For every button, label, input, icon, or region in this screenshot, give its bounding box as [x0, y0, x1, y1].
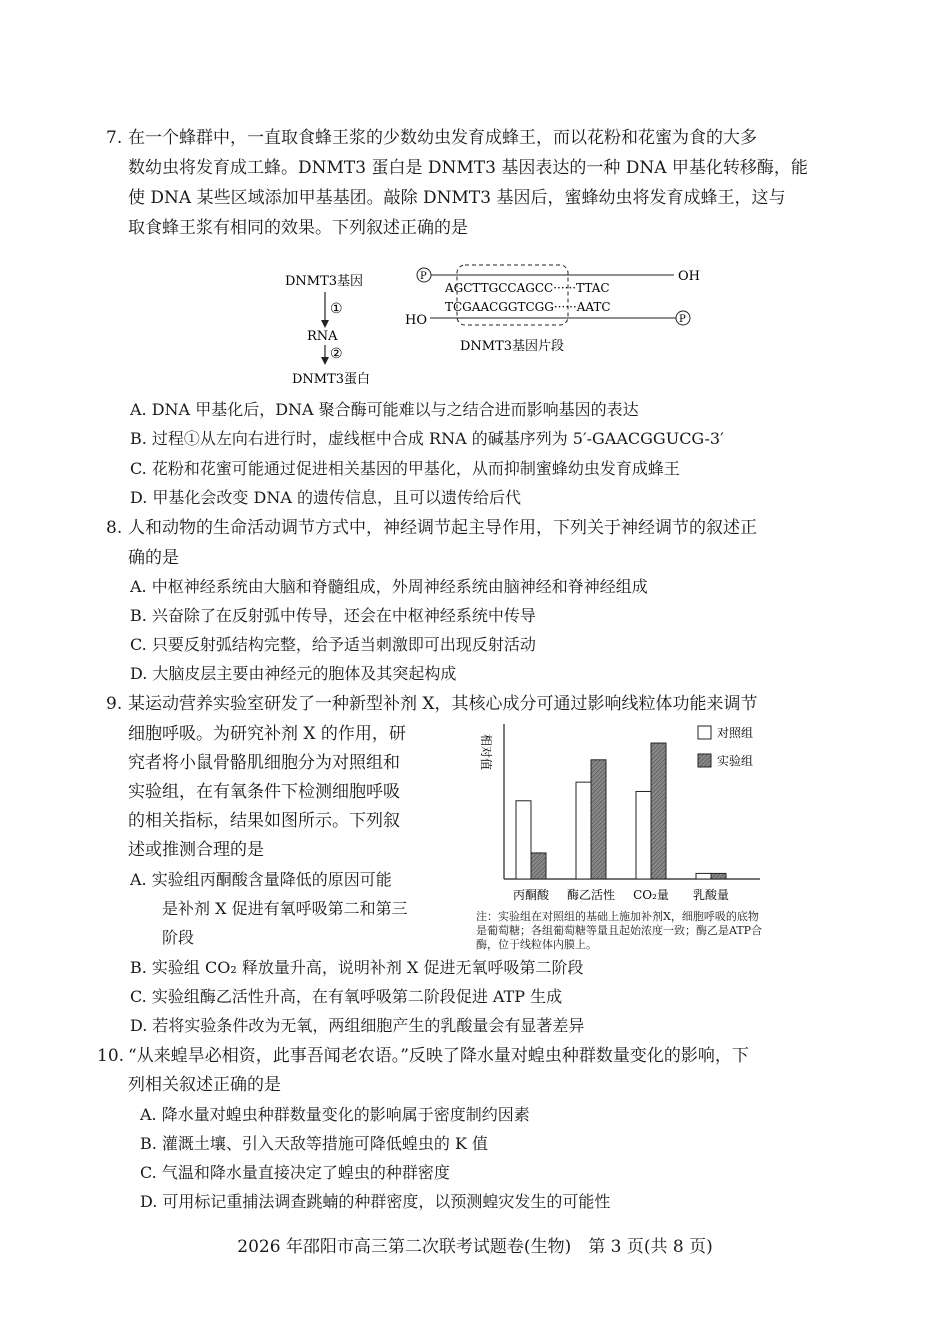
legend-swatch-control	[698, 726, 711, 739]
step-2-label: ②	[330, 346, 343, 362]
q9-stem-line: 实验组，在有氧条件下检测细胞呼吸	[128, 782, 400, 802]
chart-note-line: 酶，位于线粒体内膜上。	[476, 938, 597, 951]
q10-number: 10.	[97, 1046, 125, 1066]
q9-option-c[interactable]: C. 实验组酶乙活性升高，在有氧呼吸第二阶段促进 ATP 生成	[130, 987, 563, 1006]
q8-number: 8.	[106, 518, 123, 538]
q9-option-a-line[interactable]: A. 实验组丙酮酸含量降低的原因可能	[130, 870, 392, 889]
bottom-strand-seq: TCGAACGGTCGG······AATC	[445, 300, 611, 314]
x-tick-label: 乳酸量	[692, 888, 730, 902]
q10-option-c[interactable]: C. 气温和降水量直接决定了蝗虫的种群密度	[140, 1163, 450, 1182]
q9-option-d[interactable]: D. 若将实验条件改为无氧，两组细胞产生的乳酸量会有显著差异	[130, 1016, 585, 1035]
q9-stem-line: 述或推测合理的是	[128, 840, 264, 860]
q8-option-b[interactable]: B. 兴奋除了在反射弧中传导，还会在中枢神经系统中传导	[130, 606, 536, 625]
bar-control-2	[636, 791, 651, 879]
q7-stem-line: 使 DNA 某些区域添加甲基基团。敲除 DNMT3 基因后，蜜蜂幼虫将发育成蜂王，这与	[128, 188, 786, 208]
bar-experiment-1	[591, 760, 606, 879]
q10-stem-line: “从来蝗旱必相资，此事吾闻老农语。”反映了降水量对蝗虫种群数量变化的影响，下	[128, 1046, 749, 1066]
q8-option-a[interactable]: A. 中枢神经系统由大脑和脊髓组成，外周神经系统由脑神经和脊神经组成	[130, 577, 648, 596]
ho-label: HO	[405, 313, 427, 328]
q7-number: 7.	[106, 128, 123, 148]
q8-stem-line: 人和动物的生命活动调节方式中，神经调节起主导作用，下列关于神经调节的叙述正	[128, 518, 757, 538]
q10-option-a[interactable]: A. 降水量对蝗虫种群数量变化的影响属于密度制约因素	[140, 1105, 530, 1124]
q9-option-b[interactable]: B. 实验组 CO₂ 释放量升高，说明补剂 X 促进无氧呼吸第二阶段	[130, 958, 584, 977]
q9-option-a-line[interactable]: 是补剂 X 促进有氧呼吸第二和第三	[162, 899, 408, 918]
legend-label-experiment: 实验组	[717, 754, 754, 768]
chart-note-line: 是葡萄糖；各组葡萄糖等量且起始浓度一致；酶乙是ATP合	[476, 924, 763, 937]
q10-stem-line: 列相关叙述正确的是	[128, 1075, 281, 1095]
q8-stem-line: 确的是	[128, 548, 179, 568]
bar-experiment-2	[651, 743, 666, 879]
phosphate-top-label: P	[420, 271, 427, 282]
q7-diagram	[270, 258, 720, 393]
q9-option-a-line[interactable]: 阶段	[162, 928, 195, 947]
q9-stem-line: 细胞呼吸。为研究补剂 X 的作用，研	[128, 724, 406, 744]
x-tick-label: 丙酮酸	[512, 888, 550, 902]
y-axis-label: 相对值	[479, 734, 493, 771]
q9-number: 9.	[106, 694, 123, 714]
q7-stem-line: 取食蜂王浆有相同的效果。下列叙述正确的是	[128, 218, 468, 238]
legend-label-control: 对照组	[717, 726, 754, 740]
phosphate-bottom-label: P	[679, 314, 686, 325]
arrow-head-1	[321, 320, 329, 328]
bar-control-1	[576, 782, 591, 879]
bar-experiment-0	[531, 853, 546, 879]
oh-label: OH	[678, 269, 700, 284]
q7-stem-line: 数幼虫将发育成工蜂。DNMT3 蛋白是 DNMT3 基因表达的一种 DNA 甲基化转移酶，能	[128, 158, 808, 178]
legend-swatch-experiment	[698, 754, 711, 767]
bar-control-3	[696, 873, 711, 879]
arrow-head-2	[321, 357, 329, 365]
q10-option-b[interactable]: B. 灌溉土壤、引入天敌等措施可降低蝗虫的 K 值	[140, 1134, 489, 1153]
q9-stem-line: 的相关指标，结果如图所示。下列叙	[128, 811, 400, 831]
q8-option-d[interactable]: D. 大脑皮层主要由神经元的胞体及其突起构成	[130, 664, 457, 683]
protein-label: DNMT3蛋白	[292, 372, 371, 387]
q7-option-a[interactable]: A. DNA 甲基化后，DNA 聚合酶可能难以与之结合进而影响基因的表达	[130, 400, 639, 419]
bar-experiment-3	[711, 873, 726, 879]
page-footer: 2026 年邵阳市高三第二次联考试题卷(生物) 第 3 页(共 8 页)	[237, 1237, 713, 1257]
q9-bar-chart	[460, 722, 860, 907]
gene-label: DNMT3基因	[285, 274, 364, 289]
rna-label: RNA	[307, 329, 338, 344]
q8-option-c[interactable]: C. 只要反射弧结构完整，给予适当刺激即可出现反射活动	[130, 635, 536, 654]
x-tick-label: 酶乙活性	[566, 888, 616, 902]
q10-option-d[interactable]: D. 可用标记重捕法调查跳蝻的种群密度，以预测蝗灾发生的可能性	[140, 1192, 611, 1211]
dashed-box	[457, 265, 568, 325]
q7-stem-line: 在一个蜂群中，一直取食蜂王浆的少数幼虫发育成蜂王，而以花粉和花蜜为食的大多	[128, 128, 757, 148]
chart-note-line: 注：实验组在对照组的基础上施加补剂X，细胞呼吸的底物	[476, 910, 759, 923]
bar-control-0	[516, 801, 531, 879]
top-strand-seq: AGCTTGCCAGCC······TTAC	[445, 281, 610, 295]
step-1-label: ①	[330, 301, 343, 317]
q7-option-b[interactable]: B. 过程①从左向右进行时，虚线框中合成 RNA 的碱基序列为 5′-GAACGGUCG-3′	[130, 429, 724, 448]
q9-stem-line: 某运动营养实验室研发了一种新型补剂 X，其核心成分可通过影响线粒体功能来调节	[128, 694, 758, 714]
q9-stem-line: 究者将小鼠骨骼肌细胞分为对照组和	[128, 753, 400, 773]
q7-option-c[interactable]: C. 花粉和花蜜可能通过促进相关基因的甲基化，从而抑制蜜蜂幼虫发育成蜂王	[130, 459, 680, 478]
q7-option-d[interactable]: D. 甲基化会改变 DNA 的遗传信息，且可以遗传给后代	[130, 488, 521, 507]
x-tick-label: CO₂量	[633, 888, 669, 902]
fragment-caption: DNMT3基因片段	[460, 339, 565, 354]
